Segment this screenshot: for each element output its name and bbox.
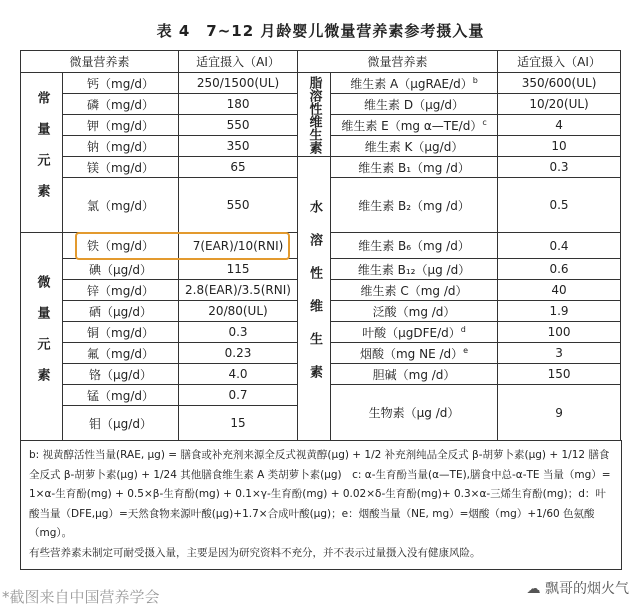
vitamin-name (331, 73, 498, 94)
group-label-left: 常量元素 (21, 73, 63, 233)
vitamin-value: 10 (498, 136, 621, 157)
nutrient-value: 65 (179, 157, 298, 178)
vitamin-name-text: 维生素 E（mg α—TE/d） (341, 118, 483, 133)
nutrient-value: 0.3 (179, 322, 298, 343)
vitamin-name (331, 385, 498, 441)
vitamin-value: 0.6 (498, 259, 621, 280)
vitamin-name (331, 94, 498, 115)
vitamin-name-text: 维生素 A（μgRAE/d） (350, 76, 473, 91)
nutrient-value: 4.0 (179, 364, 298, 385)
nutrient-name: 钾（mg/d） (63, 115, 179, 136)
nutrient-value: 550 (179, 115, 298, 136)
group-label-right: 脂溶性维生素 (298, 73, 331, 157)
nutrient-value: 180 (179, 94, 298, 115)
header-ai-right: 适宜摄入（AI） (498, 51, 621, 73)
header-ai-left: 适宜摄入（AI） (179, 51, 298, 73)
vitamin-name (331, 136, 498, 157)
nutrient-name: 磷（mg/d） (63, 94, 179, 115)
vitamin-value: 100 (498, 322, 621, 343)
vitamin-value: 3 (498, 343, 621, 364)
footnotes (20, 440, 622, 570)
vitamin-name-text: 维生素 B₂（mg /d） (358, 198, 470, 213)
group-label-right: 水溶性维生素 (298, 157, 331, 441)
vitamin-name (331, 115, 498, 136)
nutrient-value: 7(EAR)/10(RNI) (179, 233, 298, 259)
footnote-marker: b (472, 75, 478, 85)
vitamin-value: 4 (498, 115, 621, 136)
vitamin-name (331, 178, 498, 233)
vitamin-value: 150 (498, 364, 621, 385)
footnote-ul-remark: 有些营养素未制定可耐受摄入量，主要是因为研究资料不充分，并不表示过量摄入没有健康风险。 (29, 546, 481, 559)
vitamin-name-text: 胆碱（mg /d） (372, 367, 456, 382)
footnote-marker: e (463, 345, 469, 355)
table-row (21, 73, 621, 94)
footnote-definitions: b: 视黄醇活性当量(RAE, μg) = 膳食或补充剂来源全反式视黄醇(μg) + 1/2 补充剂纯品全反式 β-胡萝卜素(μg) + 1/12 膳食全反式 β-胡萝卜素(μg) + 1/24 其他膳食维生素 A 类胡萝卜素(μg) c: α-生育酚当量(α—TE),膳食中总-α-TE 当量（mg）= 1×α-生育酚(mg) + 0.5×β-生育酚(mg) + 0.1×γ-生育酚(mg) + 0.02×δ-生育酚(mg)+ 0.3×α-三烯生育酚(mg)；d：叶酸当量（DFE,μg）=天然食物来源叶酸(μg)+1.7×合成叶酸(μg)；e：烟酸当量（NE, mg）=烟酸（mg）+1/60 色氨酸（mg）。 (29, 449, 611, 539)
nutrient-value: 20/80(UL) (179, 301, 298, 322)
vitamin-name (331, 259, 498, 280)
vitamin-value: 0.3 (498, 157, 621, 178)
nutrient-value: 0.7 (179, 385, 298, 406)
vitamin-value: 10/20(UL) (498, 94, 621, 115)
vitamin-name (331, 322, 498, 343)
vitamin-name-text: 叶酸（μgDFE/d） (362, 325, 461, 340)
nutrient-name: 铜（mg/d） (63, 322, 179, 343)
vitamin-name (331, 364, 498, 385)
vitamin-value: 9 (498, 385, 621, 441)
vitamin-name-text: 维生素 K（μg/d） (364, 139, 464, 154)
footnote-marker: c (482, 117, 487, 127)
nutrient-value: 115 (179, 259, 298, 280)
nutrient-value: 550 (179, 178, 298, 233)
vitamin-name-text: 维生素 C（mg /d） (360, 283, 468, 298)
vitamin-name (331, 301, 498, 322)
vitamin-name (331, 233, 498, 259)
vitamin-value: 0.5 (498, 178, 621, 233)
header-nutrient-left: 微量营养素 (21, 51, 179, 73)
nutrient-name: 氟（mg/d） (63, 343, 179, 364)
nutrient-value: 2.8(EAR)/3.5(RNI) (179, 280, 298, 301)
vitamin-name-text: 烟酸（mg NE /d） (359, 346, 464, 361)
table-row (21, 157, 621, 178)
source-caption: *截图来自中国营养学会 (2, 588, 160, 606)
header-nutrient-right: 微量营养素 (298, 51, 498, 73)
vitamin-value: 1.9 (498, 301, 621, 322)
nutrient-value: 350 (179, 136, 298, 157)
nutrient-name: 硒（μg/d） (63, 301, 179, 322)
nutrient-value: 0.23 (179, 343, 298, 364)
vitamin-value: 0.4 (498, 233, 621, 259)
nutrient-value: 250/1500(UL) (179, 73, 298, 94)
nutrient-name: 碘（μg/d） (63, 259, 179, 280)
vitamin-value: 40 (498, 280, 621, 301)
nutrient-name: 锌（mg/d） (63, 280, 179, 301)
vitamin-value: 350/600(UL) (498, 73, 621, 94)
vitamin-name-text: 维生素 D（μg/d） (364, 97, 464, 112)
vitamin-name-text: 维生素 B₁₂（μg /d） (357, 262, 471, 277)
wechat-icon: ☁ (526, 581, 545, 597)
group-label-left: 微量元素 (21, 233, 63, 441)
vitamin-name-text: 维生素 B₆（mg /d） (358, 239, 470, 253)
vitamin-name (331, 157, 498, 178)
nutrient-name: 钠（mg/d） (63, 136, 179, 157)
nutrient-name: 氯（mg/d） (63, 178, 179, 233)
nutrient-name: 铬（μg/d） (63, 364, 179, 385)
nutrient-value: 15 (179, 406, 298, 441)
nutrient-name: 钙（mg/d） (63, 73, 179, 94)
vitamin-name (331, 343, 498, 364)
nutrient-name: 钼（μg/d） (63, 406, 179, 441)
nutrient-name: 锰（mg/d） (63, 385, 179, 406)
watermark-text: 飘哥的烟火气 (545, 581, 629, 597)
nutrient-name: 镁（mg/d） (63, 157, 179, 178)
table-title: 表 4 7~12 月龄婴儿微量营养素参考摄入量 (156, 22, 485, 40)
nutrient-name: 铁（mg/d） (63, 233, 179, 259)
footnote-marker: d (460, 324, 466, 334)
highlight-box-iron (75, 232, 290, 260)
vitamin-name-text: 泛酸（mg /d） (372, 304, 456, 319)
vitamin-name-text: 生物素（μg /d） (368, 406, 460, 420)
vitamin-name-text: 维生素 B₁（mg /d） (358, 160, 470, 175)
vitamin-name (331, 280, 498, 301)
watermark (527, 578, 629, 598)
